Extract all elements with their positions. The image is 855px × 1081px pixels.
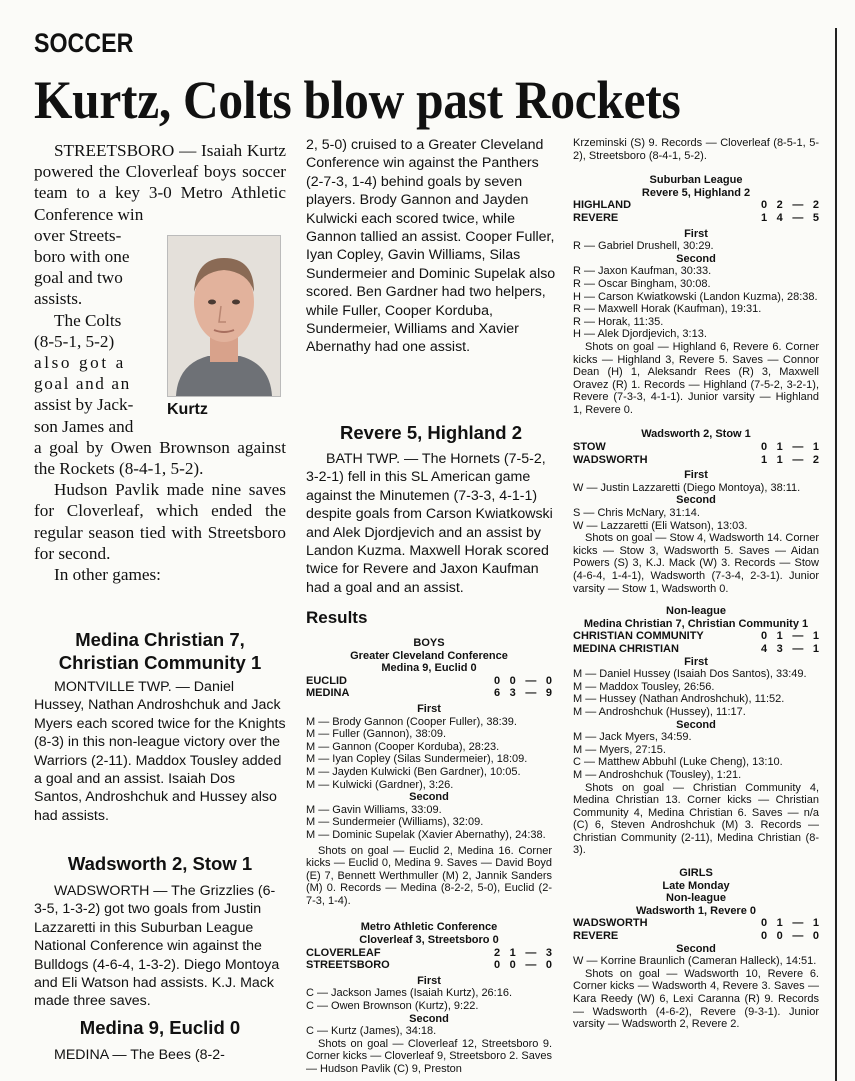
brief-body [306, 450, 556, 597]
brief-text: 2, 5-0) cruised to a Greater Cleveland Conference win against the Panthers (2-7-3, 1-4) behind goals by seven players. Brody Gannon and Jayden Kulwicki each scored twice, while Gannon tallied an assist. Cooper Fuller, Iyan Copley, Gavin Williams, Silas Sundermeier and Dominic Supelak also scored. Ben Gardner had two helpers, while Fuller, Cooper Korduba, Sundermeier, Williams and Xavier Abernathy had one assist. [306, 137, 556, 356]
score-row: EUCLID 0 0 — 0 [306, 674, 552, 687]
score-row: STREETSBORO 0 0 — 0 [306, 959, 552, 972]
scoring-line: M — Androshchuk (Hussey), 11:17. [573, 705, 746, 718]
scoring-line: M — Gavin Williams, 33:09. [306, 803, 442, 816]
scoring-line: M — Myers, 27:15. [573, 743, 666, 756]
score-total: 2 [812, 199, 819, 212]
score-row: STOW 0 1 — 1 [573, 441, 819, 454]
team-name: EUCLID [306, 674, 347, 687]
brief-body [34, 882, 286, 1011]
score-total: 5 [812, 211, 819, 224]
scoring-line: M — Sundermeier (Williams), 32:09. [306, 816, 484, 829]
score-half: 0 [509, 674, 516, 687]
score-half: 0 [761, 441, 768, 454]
results-heading: Greater Cleveland Conference [350, 649, 508, 662]
score-row: CLOVERLEAF 2 1 — 3 [306, 946, 552, 959]
score-half: 1 [776, 917, 783, 930]
text-line: boro with one [34, 247, 130, 267]
brief-body-continued [306, 136, 556, 357]
scoring-line: M — Gannon (Cooper Korduba), 28:23. [306, 740, 500, 753]
score-half: 0 [494, 959, 501, 972]
text-line: also got a [34, 353, 126, 373]
text-line: goal and two [34, 268, 123, 288]
game-stats: Shots on goal — Euclid 2, Medina 16. Corner kicks — Euclid 0, Medina 9. Saves — David Boyd (E) 7, Bennett Werthmuller (M) 2, Jannik Sanders (M) 0. Records — Medina (8-2-2, 5-0), Euclid (2-7-3, 1-4). [306, 844, 552, 907]
score-total: 0 [545, 959, 552, 972]
team-name: MEDINA [306, 687, 350, 700]
text-line: assist by Jack- [34, 395, 134, 415]
scoring-line: W — Korrine Braunlich (Cameran Halleck), 14:51. [573, 955, 817, 968]
results-heading: GIRLS [679, 867, 713, 880]
score-total: 2 [812, 453, 819, 466]
half-label: Second [676, 942, 716, 955]
team-name: CHRISTIAN COMMUNITY [573, 630, 704, 643]
score-row: REVERE 1 4 — 5 [573, 211, 819, 224]
score-row: CHRISTIAN COMMUNITY 0 1 — 1 [573, 630, 819, 643]
results-heading: Non-league [666, 892, 726, 905]
score-total: 1 [812, 917, 819, 930]
scoring-line: H — Alek Djordjevich, 3:13. [573, 328, 707, 341]
scoring-line: W — Justin Lazzaretti (Diego Montoya), 38:11. [573, 481, 801, 494]
score-half: 0 [761, 930, 768, 943]
team-name: MEDINA CHRISTIAN [573, 642, 679, 655]
brief-text: MEDINA — The Bees (8-2- [54, 1047, 225, 1063]
score-total: 1 [812, 630, 819, 643]
column-divider [835, 28, 837, 1081]
scoring-line: M — Hussey (Nathan Androshchuk), 11:52. [573, 693, 785, 706]
score-half: 1 [776, 453, 783, 466]
scoring-line: M — Kulwicki (Gardner), 3:26. [306, 778, 454, 791]
brief-text: BATH TWP. — The Hornets (7-5-2, 3-2-1) fell in this SL American game against the Minutemen (7-3-3, 4-1-1) despite goals from Carson Kwiatkowski and Alek Djordjevich and an assist by Landon Kuzma. Maxwell Horak scored twice for Revere and Jaxon Kaufman had a goal and an assist. [306, 451, 553, 596]
score-row: MEDINA 6 3 — 9 [306, 687, 552, 700]
game-heading: Medina 9, Euclid 0 [381, 662, 477, 675]
score-total: 3 [545, 946, 552, 959]
score-half: 0 [776, 930, 783, 943]
photo-caption: Kurtz [167, 401, 208, 418]
score-total: 0 [545, 674, 552, 687]
brief-text: MONTVILLE TWP. — Daniel Hussey, Nathan Androshchuk and Jack Myers each scored twice for the Knights (8-3) in this non-league victory over the Warriors (2-11). Maddox Tousley added a goal and an assist. Isaiah Dos Santos, Androshchuk and Hussey also had assists. [34, 679, 286, 824]
scoring-line: S — Chris McNary, 31:14. [573, 507, 700, 520]
scoring-line: H — Carson Kwiatkowski (Landon Kuzma), 28:38. [573, 290, 818, 303]
scoring-line: M — Jayden Kulwicki (Ben Gardner), 10:05. [306, 765, 521, 778]
team-name: REVERE [573, 930, 619, 943]
score-row: WADSWORTH 0 1 — 1 [573, 917, 819, 930]
half-label: Second [409, 791, 449, 804]
brief-headline: Wadsworth 2, Stow 1 [67, 853, 253, 874]
score-half: 4 [776, 211, 783, 224]
score-half: 1 [761, 453, 768, 466]
results-heading: BOYS [413, 637, 445, 649]
score-half: 0 [761, 917, 768, 930]
score-total: 0 [812, 930, 819, 943]
score-half: 4 [761, 642, 768, 655]
half-label: Second [409, 1012, 449, 1025]
score-half: 1 [509, 946, 516, 959]
game-stats: Krzeminski (S) 9. Records — Cloverleaf (8-5-1, 5-2), Streetsboro (8-4-1, 5-2). [573, 137, 819, 162]
game-heading: Medina Christian 7, Christian Community 1 [583, 617, 809, 630]
half-label: Second [676, 494, 716, 507]
scoring-line: R — Jaxon Kaufman, 30:33. [573, 265, 712, 278]
story-wrap-1 [34, 225, 162, 437]
score-row: MEDINA CHRISTIAN 4 3 — 1 [573, 642, 819, 655]
game-stats: Shots on goal — Christian Community 4, Medina Christian 13. Corner kicks — Christian Community 4, Medina Christian 6. Saves — n/a (C) 6, Steven Androshchuk (M) 3. Records — Christian Community (2-11), Medina Christian (8-3). [573, 781, 819, 857]
player-photo [167, 235, 281, 397]
half-label: Second [676, 252, 716, 265]
half-label: First [684, 469, 708, 482]
scoring-line: M — Brody Gannon (Cooper Fuller), 38:39. [306, 715, 517, 728]
scoring-line: M — Androshchuk (Tousley), 1:21. [573, 768, 742, 781]
score-half: 1 [776, 441, 783, 454]
score-total: 1 [812, 642, 819, 655]
brief-body [34, 1046, 286, 1064]
team-name: WADSWORTH [573, 453, 648, 466]
brief-text: WADSWORTH — The Grizzlies (6-3-5, 1-3-2) got two goals from Justin Lazzaretti in this Suburban League National Conference win against the Bulldogs (4-6-4, 1-3-2). Diego Montoya and Eli Watson had assists. K.J. Mack made three saves. [34, 883, 280, 1010]
score-half: 3 [509, 687, 516, 700]
results-heading: Metro Athletic Conference [360, 921, 498, 934]
score-row: WADSWORTH 1 1 — 2 [573, 453, 819, 466]
story-tail: a goal by Owen Brownson against the Rockets (8-4-1, 5-2). [34, 437, 286, 479]
text-line: over Streets- [34, 225, 122, 245]
team-name: STOW [573, 441, 606, 454]
scoring-line: W — Lazzaretti (Eli Watson), 13:03. [573, 519, 748, 532]
story-lead: STREETSBORO — Isaiah Kurtz powered the Cloverleaf boys soccer team to a key 3-0 Metro Athletic Conference win [34, 141, 286, 224]
half-label: First [417, 702, 441, 715]
text-line: (8-5-1, 5-2) [34, 331, 115, 351]
score-half: 0 [509, 959, 516, 972]
game-stats: Shots on goal — Wadsworth 10, Revere 6. Corner kicks — Wadsworth 4, Revere 3. Saves — Kara Reedy (W) 6, Lexi Caranna (R) 9. Records — Wadsworth (4-6-2), Revere (9-3-1). Junior varsity — Wadsworth 2, Revere 2. [573, 967, 819, 1031]
scoring-line: M — Dominic Supelak (Xavier Abernathy), 24:38. [306, 828, 546, 841]
scoring-line: M — Daniel Hussey (Isaiah Dos Santos), 33:49. [573, 668, 807, 681]
score-row: HIGHLAND 0 2 — 2 [573, 199, 819, 212]
half-label: First [684, 655, 708, 668]
team-name: CLOVERLEAF [306, 946, 381, 959]
results-heading: Late Monday [662, 879, 730, 892]
score-half: 0 [761, 199, 768, 212]
results-title: Results [306, 608, 368, 627]
score-total: 1 [812, 441, 819, 454]
brief-body [34, 678, 286, 825]
team-name: WADSWORTH [573, 917, 648, 930]
game-heading: Wadsworth 1, Revere 0 [635, 904, 757, 917]
score-half: 1 [776, 630, 783, 643]
brief-headline: Revere 5, Highland 2 [340, 422, 522, 443]
scoring-line: R — Horak, 11:35. [573, 315, 664, 328]
text-line: assists. [34, 289, 83, 309]
half-label: Second [676, 718, 716, 731]
results-column-2 [306, 637, 552, 1076]
score-half: 2 [776, 199, 783, 212]
brief-headline: Medina 9, Euclid 0 [79, 1017, 241, 1038]
headline: Kurtz, Colts blow past Rockets [34, 70, 681, 130]
results-column-3 [573, 137, 819, 1031]
story-p3: Hudson Pavlik made nine saves for Cloverleaf, which ended the regular season tied with Streetsboro for second. [34, 480, 286, 563]
game-heading: Revere 5, Highland 2 [641, 186, 751, 199]
half-label: First [417, 974, 441, 987]
score-half: 2 [494, 946, 501, 959]
story-p4: In other games: [54, 565, 161, 585]
brief-headline: Medina Christian 7, Christian Community 1 [58, 629, 262, 673]
scoring-line: M — Jack Myers, 34:59. [573, 731, 692, 744]
game-stats: Shots on goal — Cloverleaf 12, Streetsboro 9. Corner kicks — Cloverleaf 9, Streetsboro 2. Saves — Hudson Pavlik (C) 9, Preston [306, 1037, 552, 1075]
game-stats: Shots on goal — Highland 6, Revere 6. Corner kicks — Highland 3, Revere 5. Saves — Connor Dean (H) 1, Aleksandr Rees (R) 3, Maxwell Oravez (R) 1. Records — Highland (7-5-2, 3-2-1), Revere (7-3-3, 4-1-1). Junior varsity — Highland 1, Revere 0. [573, 340, 819, 416]
score-half: 0 [494, 674, 501, 687]
scoring-line: R — Gabriel Drushell, 30:29. [573, 240, 714, 253]
results-heading: Suburban League [649, 174, 743, 187]
text-line: son James and [34, 416, 134, 436]
scoring-line: M — Maddox Tousley, 26:56. [573, 680, 715, 693]
scoring-line: R — Maxwell Horak (Kaufman), 19:31. [573, 303, 762, 316]
results-heading: Non-league [666, 605, 726, 618]
scoring-line: C — Kurtz (James), 34:18. [306, 1025, 437, 1038]
score-total: 9 [545, 687, 552, 700]
game-heading: Wadsworth 2, Stow 1 [641, 428, 751, 441]
team-name: STREETSBORO [306, 959, 390, 972]
scoring-line: C — Owen Brownson (Kurtz), 9:22. [306, 1000, 479, 1013]
scoring-line: M — Iyan Copley (Silas Sundermeier), 18:09. [306, 753, 528, 766]
text-line: goal and an [34, 374, 131, 394]
text-line: The Colts [54, 310, 122, 330]
score-row: REVERE 0 0 — 0 [573, 930, 819, 943]
scoring-line: C — Matthew Abbuhl (Luke Cheng), 13:10. [573, 756, 783, 769]
scoring-line: M — Fuller (Gannon), 38:09. [306, 728, 447, 741]
score-half: 6 [494, 687, 501, 700]
team-name: HIGHLAND [573, 199, 632, 212]
team-name: REVERE [573, 211, 619, 224]
section-label: SOCCER [34, 28, 134, 58]
scoring-line: R — Oscar Bingham, 30:08. [573, 277, 711, 290]
scoring-line: C — Jackson James (Isaiah Kurtz), 26:16. [306, 987, 513, 1000]
game-stats: Shots on goal — Stow 4, Wadsworth 14. Corner kicks — Stow 3, Wadsworth 5. Saves — Aidan Powers (S) 3, K.J. Mack (W) 3. Records — Stow (4-6-4, 1-4-1), Wadsworth (7-3-4, 2-3-1). Junior varsity — Stow 1, Wadsworth 0. [573, 532, 819, 595]
score-half: 1 [761, 211, 768, 224]
score-half: 0 [761, 630, 768, 643]
game-heading: Cloverleaf 3, Streetsboro 0 [359, 934, 499, 947]
score-half: 3 [776, 642, 783, 655]
half-label: First [684, 227, 708, 240]
